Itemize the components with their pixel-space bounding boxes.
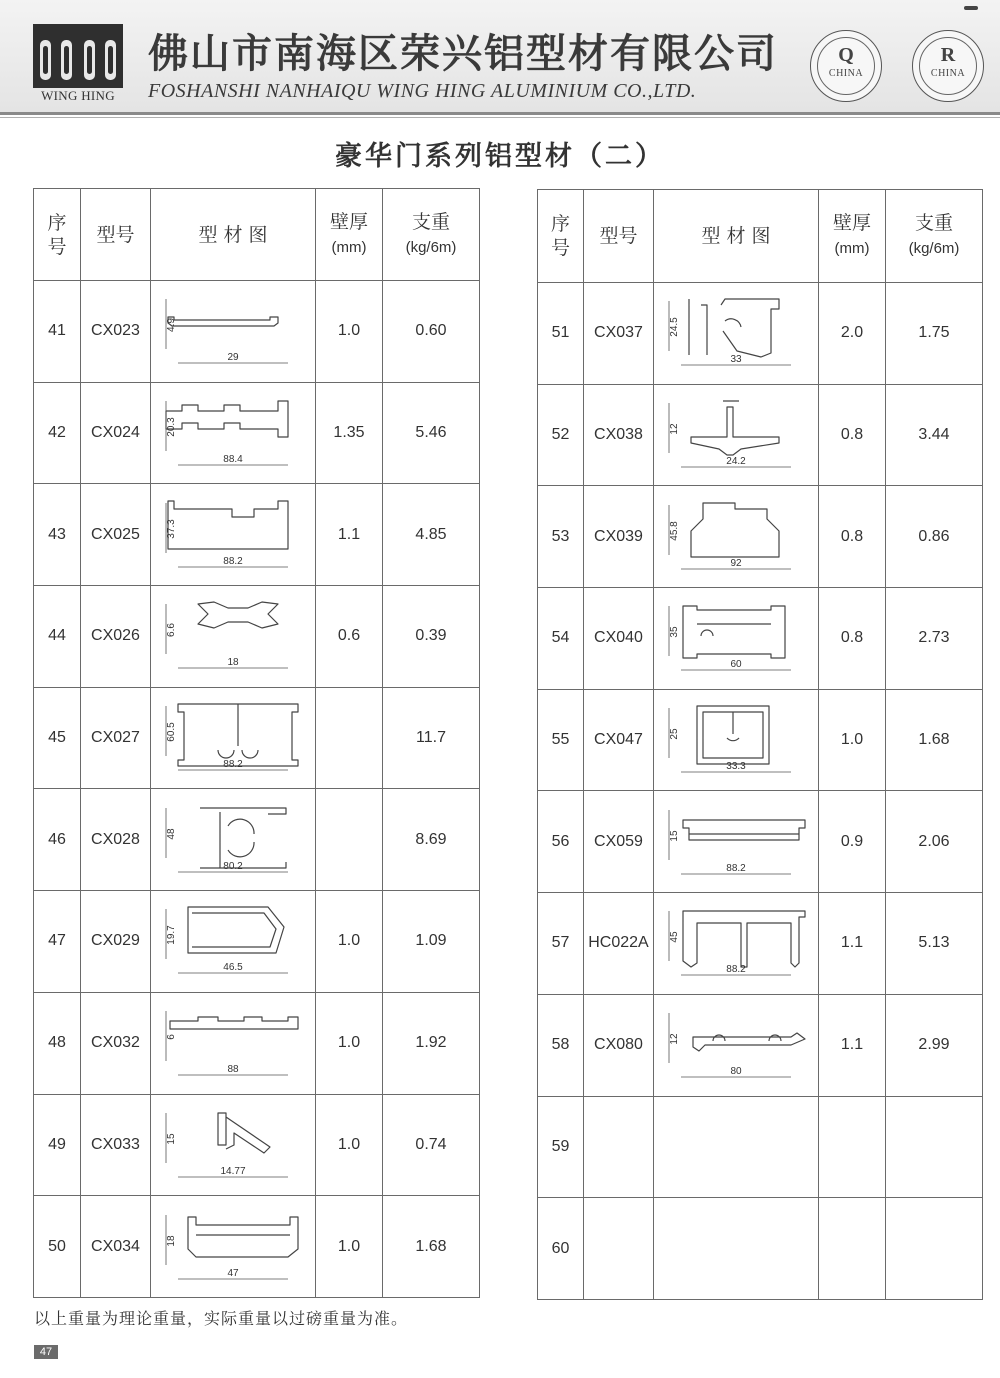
wall-thickness-cell: 1.0 — [316, 1196, 383, 1298]
seq-cell: 42 — [34, 382, 81, 484]
seq-cell: 60 — [538, 1198, 584, 1300]
dimension-height-label: 20.3 — [166, 417, 177, 437]
drawing-cell — [151, 789, 316, 891]
wall-thickness-cell: 0.8 — [819, 486, 886, 588]
model-cell: CX032 — [81, 992, 151, 1094]
profile-drawing — [661, 1003, 811, 1087]
seq-cell: 55 — [538, 689, 584, 791]
drawing-cell — [151, 1196, 316, 1298]
company-name-en: FOSHANSHI NANHAIQU WING HING ALUMINIUM CO.,LTD. — [148, 80, 697, 102]
dimension-width-label: 29 — [227, 352, 239, 364]
dimension-height-label: 12 — [669, 1033, 680, 1045]
weight-cell: 2.99 — [886, 994, 983, 1096]
profile-drawing — [661, 596, 811, 680]
profile-drawing — [661, 800, 811, 884]
wall-thickness-cell: 1.35 — [316, 382, 383, 484]
profile-drawing — [158, 289, 308, 373]
badge-letter: R — [940, 44, 956, 66]
weight-cell: 1.92 — [383, 992, 480, 1094]
drawing-cell — [654, 893, 819, 995]
dimension-height-label: 24.5 — [669, 317, 680, 338]
quality-badge — [810, 30, 882, 102]
dimension-width-label: 60 — [730, 659, 742, 671]
wall-thickness-cell: 0.8 — [819, 384, 886, 486]
dimension-height-label: 15 — [669, 830, 680, 842]
drawing-cell — [151, 891, 316, 993]
page-number: 47 — [34, 1345, 58, 1359]
weight-cell — [886, 1198, 983, 1300]
weight-cell: 0.74 — [383, 1094, 480, 1196]
drawing-cell — [654, 588, 819, 690]
dimension-width-label: 24.2 — [726, 456, 746, 468]
profile-drawing — [158, 493, 308, 577]
model-cell: CX023 — [81, 281, 151, 383]
model-cell: CX028 — [81, 789, 151, 891]
weight-cell: 5.46 — [383, 382, 480, 484]
footnote: 以上重量为理论重量，实际重量以过磅重量为准。 — [34, 1309, 409, 1328]
drawing-cell — [151, 382, 316, 484]
dimension-width-label: 80.2 — [223, 860, 243, 872]
model-cell — [584, 1096, 654, 1198]
wall-thickness-cell: 1.0 — [316, 1094, 383, 1196]
dimension-height-label: 37.3 — [166, 518, 177, 539]
dimension-width-label: 33 — [730, 354, 742, 366]
wing-hing-logo-icon — [33, 24, 123, 88]
weight-cell: 1.68 — [383, 1196, 480, 1298]
drawing-cell — [151, 281, 316, 383]
seq-cell: 53 — [538, 486, 584, 588]
model-cell: CX025 — [81, 484, 151, 586]
table-row — [34, 484, 480, 586]
wall-thickness-cell — [316, 687, 383, 789]
model-cell: CX047 — [584, 689, 654, 791]
model-cell: CX040 — [584, 588, 654, 690]
weight-cell: 5.13 — [886, 893, 983, 995]
table-row — [538, 893, 983, 995]
dimension-width-label: 88.2 — [726, 964, 746, 976]
header-divider-thin — [0, 117, 1000, 118]
model-cell — [584, 1198, 654, 1300]
seq-cell: 46 — [34, 789, 81, 891]
col-header-wall: 壁厚 (mm) — [819, 190, 886, 283]
dimension-width-label: 47 — [227, 1267, 239, 1279]
seq-cell: 41 — [34, 281, 81, 383]
table-row — [538, 588, 983, 690]
col-header-seq: 序号 — [34, 189, 81, 281]
model-cell: CX024 — [81, 382, 151, 484]
dimension-height-label: 60.5 — [166, 722, 177, 742]
table-row — [34, 586, 480, 688]
weight-cell: 8.69 — [383, 789, 480, 891]
ink-mark — [964, 6, 978, 10]
profile-drawing — [661, 393, 811, 477]
dimension-width-label: 14.77 — [220, 1165, 246, 1177]
table-row — [538, 791, 983, 893]
weight-cell: 0.39 — [383, 586, 480, 688]
dimension-width-label: 33.3 — [726, 761, 746, 773]
model-cell: CX034 — [81, 1196, 151, 1298]
drawing-cell — [654, 1198, 819, 1300]
profile-drawing — [661, 1207, 811, 1291]
drawing-cell — [151, 687, 316, 789]
model-cell: CX059 — [584, 791, 654, 893]
model-cell: CX026 — [81, 586, 151, 688]
drawing-cell — [654, 689, 819, 791]
dimension-height-label: 45 — [669, 931, 680, 944]
badge-sub: CHINA — [930, 68, 966, 79]
dimension-height-label: 6 — [166, 1034, 177, 1040]
table-row — [538, 283, 983, 385]
weight-cell: 2.06 — [886, 791, 983, 893]
profile-drawing — [661, 698, 811, 782]
col-header-weight: 支重 (kg/6m) — [383, 189, 480, 281]
dimension-height-label: 6.6 — [166, 623, 177, 638]
badge-letter: Q — [838, 44, 854, 66]
dimension-height-label: 35 — [669, 626, 680, 638]
seq-cell: 48 — [34, 992, 81, 1094]
model-cell: CX080 — [584, 994, 654, 1096]
profile-drawing — [158, 391, 308, 475]
wall-thickness-cell: 1.0 — [316, 992, 383, 1094]
wall-thickness-cell: 0.8 — [819, 588, 886, 690]
weight-cell: 3.44 — [886, 384, 983, 486]
seq-cell: 54 — [538, 588, 584, 690]
table-row — [34, 281, 480, 383]
table-row — [34, 1196, 480, 1298]
drawing-cell — [654, 384, 819, 486]
table-row — [538, 1198, 983, 1300]
dimension-height-label: 15 — [166, 1133, 177, 1145]
dimension-height-label: 45.8 — [669, 520, 680, 541]
dimension-height-label: 18 — [166, 1234, 177, 1247]
weight-cell: 1.09 — [383, 891, 480, 993]
seq-cell: 59 — [538, 1096, 584, 1198]
col-header-model: 型号 — [584, 190, 654, 283]
table-row — [34, 382, 480, 484]
page-title: 豪华门系列铝型材（二） — [335, 141, 665, 172]
weight-cell: 1.68 — [886, 689, 983, 791]
col-header-drawing: 型 材 图 — [654, 190, 819, 283]
drawing-cell — [654, 486, 819, 588]
seq-cell: 57 — [538, 893, 584, 995]
profile-drawing — [661, 901, 811, 985]
dimension-width-label: 88.2 — [223, 555, 243, 567]
weight-cell: 4.85 — [383, 484, 480, 586]
col-header-weight: 支重 (kg/6m) — [886, 190, 983, 283]
wall-thickness-cell: 1.0 — [819, 689, 886, 791]
dimension-height-label: 4.9 — [166, 318, 177, 333]
profile-drawing — [158, 1205, 308, 1289]
drawing-cell — [151, 992, 316, 1094]
dimension-height-label: 19.7 — [166, 925, 177, 946]
model-cell: CX029 — [81, 891, 151, 993]
table-row — [34, 992, 480, 1094]
logo-text: WING HING — [41, 88, 115, 103]
profile-drawing — [158, 798, 308, 882]
weight-cell: 0.86 — [886, 486, 983, 588]
wall-thickness-cell: 0.6 — [316, 586, 383, 688]
table-row — [34, 1094, 480, 1196]
model-cell: CX033 — [81, 1094, 151, 1196]
profile-drawing — [158, 899, 308, 983]
drawing-cell — [654, 283, 819, 385]
model-cell: CX038 — [584, 384, 654, 486]
drawing-cell — [151, 484, 316, 586]
col-header-drawing: 型 材 图 — [151, 189, 316, 281]
drawing-cell — [151, 1094, 316, 1196]
wall-thickness-cell: 1.1 — [316, 484, 383, 586]
registered-badge — [912, 30, 984, 102]
seq-cell: 51 — [538, 283, 584, 385]
weight-cell: 0.60 — [383, 281, 480, 383]
wall-thickness-cell: 1.0 — [316, 891, 383, 993]
seq-cell: 52 — [538, 384, 584, 486]
profile-drawing — [158, 1103, 308, 1187]
table-row — [538, 384, 983, 486]
weight-cell: 2.73 — [886, 588, 983, 690]
wall-thickness-cell — [819, 1198, 886, 1300]
profile-drawing — [661, 291, 811, 375]
seq-cell: 44 — [34, 586, 81, 688]
wall-thickness-cell: 1.1 — [819, 994, 886, 1096]
seq-cell: 58 — [538, 994, 584, 1096]
profile-drawing — [661, 495, 811, 579]
seq-cell: 50 — [34, 1196, 81, 1298]
spec-table-right — [537, 189, 983, 1300]
model-cell: HC022A — [584, 893, 654, 995]
drawing-cell — [654, 1096, 819, 1198]
col-header-model: 型号 — [81, 189, 151, 281]
dimension-width-label: 46.5 — [223, 962, 243, 974]
table-row — [538, 486, 983, 588]
weight-cell — [886, 1096, 983, 1198]
wall-thickness-cell: 2.0 — [819, 283, 886, 385]
dimension-width-label: 88.2 — [726, 862, 746, 874]
dimension-height-label: 12 — [669, 423, 680, 435]
dimension-width-label: 80 — [730, 1066, 742, 1078]
header-divider — [0, 112, 1000, 115]
dimension-width-label: 88.4 — [223, 454, 243, 466]
wall-thickness-cell: 1.1 — [819, 893, 886, 995]
seq-cell: 56 — [538, 791, 584, 893]
company-name-cn: 佛山市南海区荣兴铝型材有限公司 — [148, 30, 778, 77]
dimension-height-label: 25 — [669, 728, 680, 740]
table-row — [538, 689, 983, 791]
seq-cell: 45 — [34, 687, 81, 789]
drawing-cell — [654, 791, 819, 893]
col-header-seq: 序号 — [538, 190, 584, 283]
table-row — [34, 891, 480, 993]
wall-thickness-cell — [819, 1096, 886, 1198]
weight-cell: 1.75 — [886, 283, 983, 385]
seq-cell: 43 — [34, 484, 81, 586]
col-header-wall: 壁厚 (mm) — [316, 189, 383, 281]
dimension-width-label: 88 — [227, 1064, 239, 1076]
table-row — [538, 1096, 983, 1198]
dimension-width-label: 92 — [730, 557, 742, 569]
wall-thickness-cell: 1.0 — [316, 281, 383, 383]
table-row — [34, 687, 480, 789]
drawing-cell — [151, 586, 316, 688]
profile-drawing — [158, 1001, 308, 1085]
seq-cell: 47 — [34, 891, 81, 993]
table-header-row — [34, 189, 480, 281]
drawing-cell — [654, 994, 819, 1096]
table-row — [34, 789, 480, 891]
weight-cell: 11.7 — [383, 687, 480, 789]
model-cell: CX039 — [584, 486, 654, 588]
table-row — [538, 994, 983, 1096]
dimension-width-label: 88.2 — [223, 759, 243, 771]
dimension-height-label: 48 — [166, 828, 177, 840]
wall-thickness-cell — [316, 789, 383, 891]
seq-cell: 49 — [34, 1094, 81, 1196]
dimension-width-label: 18 — [227, 657, 239, 669]
profile-drawing — [661, 1105, 811, 1189]
spec-table-left — [33, 188, 480, 1298]
wall-thickness-cell: 0.9 — [819, 791, 886, 893]
profile-drawing — [158, 696, 308, 780]
profile-drawing — [158, 594, 308, 678]
model-cell: CX037 — [584, 283, 654, 385]
table-header-row — [538, 190, 983, 283]
badge-sub: CHINA — [828, 68, 864, 79]
model-cell: CX027 — [81, 687, 151, 789]
